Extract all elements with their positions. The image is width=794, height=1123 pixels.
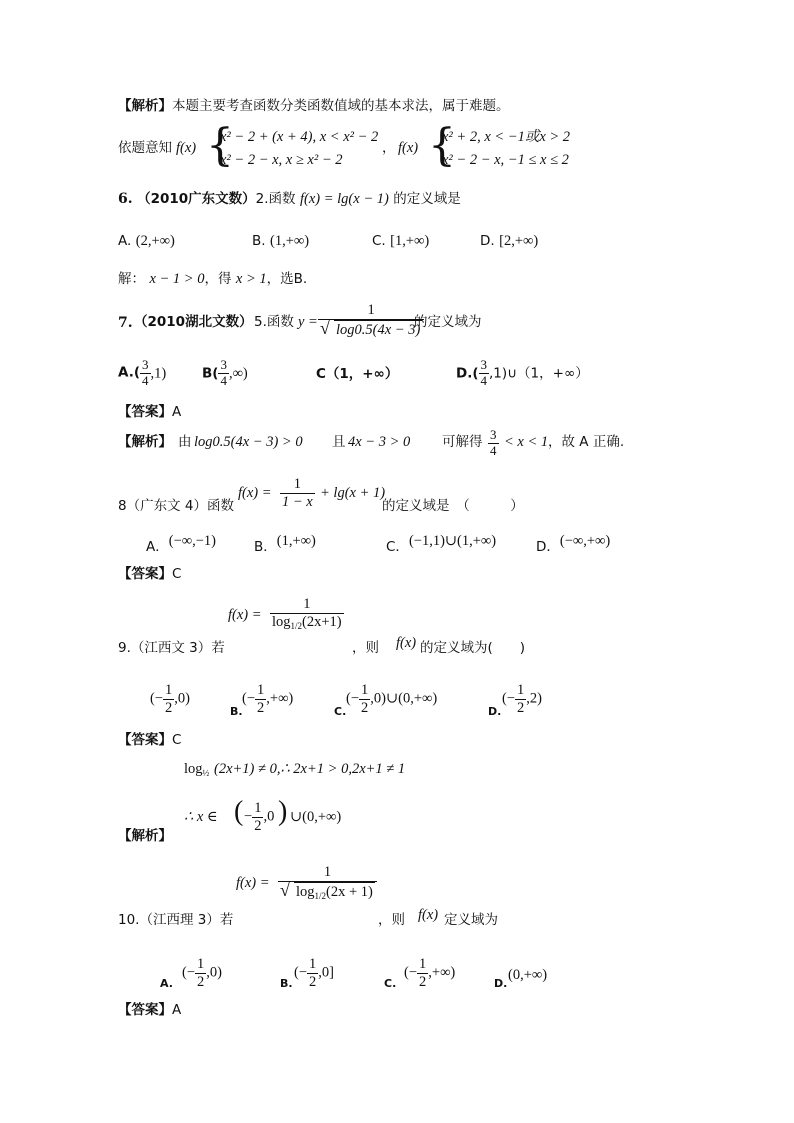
case-1a: x² − 2 + (x + 4), x < x² − 2 xyxy=(220,129,379,145)
analysis-tag: 【解析】 xyxy=(118,98,172,114)
case-2b: x² − 2 − x, −1 ≤ x ≤ 2 xyxy=(442,152,569,168)
fx-label-1: f(x) xyxy=(176,140,197,156)
case-2a: x² + 2, x < −1或x > 2 xyxy=(442,129,571,145)
q10-answer: 【答案】A xyxy=(118,1002,182,1018)
q6-option-a: A. (2,+∞) xyxy=(118,233,175,249)
q6-solution: 解： x − 1 > 0，得 x > 1，选B. xyxy=(118,271,308,287)
left-brace-2: { xyxy=(428,120,456,171)
q6-function: f(x) = lg(x − 1) xyxy=(300,191,389,207)
q7-fraction: 1 √ log0.5(4x − 3) xyxy=(318,302,424,338)
left-brace-1: { xyxy=(206,120,234,171)
fx-label-2: f(x) xyxy=(398,140,419,156)
q6-stem-post: 的定义域是 xyxy=(393,191,461,207)
q9-option-a: (− $\frac{1}{2}$ ,0) xyxy=(150,682,190,716)
q6-option-c: C. [1,+∞) xyxy=(372,233,430,249)
q10-option-d: (0,+∞) xyxy=(508,967,548,983)
piecewise-sep: ， xyxy=(382,140,396,156)
piecewise-intro: 依题意知 xyxy=(118,140,172,156)
q10-option-b: (− $\frac{1}{2}$ ,0] xyxy=(294,956,334,990)
q6-option-d: D. [2,+∞) xyxy=(480,233,539,249)
q7-option-a: A.( $\frac{3}{4}$ ,1) xyxy=(118,357,167,388)
q9-option-d: (− $\frac{1}{2}$ ,2) xyxy=(502,682,542,716)
q9-option-b: (− $\frac{1}{2}$ ,+∞) xyxy=(242,682,294,716)
q6-stem-pre: 2.函数 xyxy=(255,191,296,207)
q9-options: (− $\frac{1}{2}$ ,0) B. (− $\frac{1}{2}$ ,+∞) C. (− $\frac{1}{2}$ ,0)∪(0,+∞) D. (− $\frac{1}{2}$ ,2) xyxy=(150,682,542,718)
q7-option-c: C（1，+∞） xyxy=(316,366,399,382)
q10-option-a: (− $\frac{1}{2}$ ,0) xyxy=(182,956,222,990)
q8-options: A．(−∞,−1) B．(1,+∞) C．(−1,1)∪(1,+∞) D．(−∞,+∞) xyxy=(146,533,611,555)
case-1b: x² − 2 − x, x ≥ x² − 2 xyxy=(220,152,343,168)
q9-answer: 【答案】C xyxy=(118,732,182,748)
analysis-text: 本题主要考查函数分类函数值域的基本求法，属于难题。 xyxy=(172,98,510,114)
analysis-q5 xyxy=(118,100,510,114)
q10-options: A. (− $\frac{1}{2}$ ,0) B. (− $\frac{1}{2}$ ,0] C. (− $\frac{1}{2}$ ,+∞) D. (0,+∞) xyxy=(160,956,548,990)
q8-answer: 【答案】C xyxy=(118,566,182,582)
q9-option-c: (− $\frac{1}{2}$ ,0)∪(0,+∞) xyxy=(346,682,438,716)
q7-option-d: D.( $\frac{3}{4}$ ,1)∪（1，+∞） xyxy=(456,357,589,388)
q7-options xyxy=(118,358,638,398)
q6-option-b: B. (1,+∞) xyxy=(252,233,310,249)
question-6-stem xyxy=(118,192,461,207)
q7-option-b: B( $\frac{3}{4}$ ,∞) xyxy=(202,357,248,388)
q7-answer: 【答案】A xyxy=(118,404,182,420)
q7-source: （2010湖北文数） xyxy=(134,314,253,330)
q10-option-c: (− $\frac{1}{2}$ ,+∞) xyxy=(404,956,456,990)
q6-number: 6. xyxy=(118,191,133,207)
q6-source: （2010广东文数） xyxy=(137,191,256,207)
